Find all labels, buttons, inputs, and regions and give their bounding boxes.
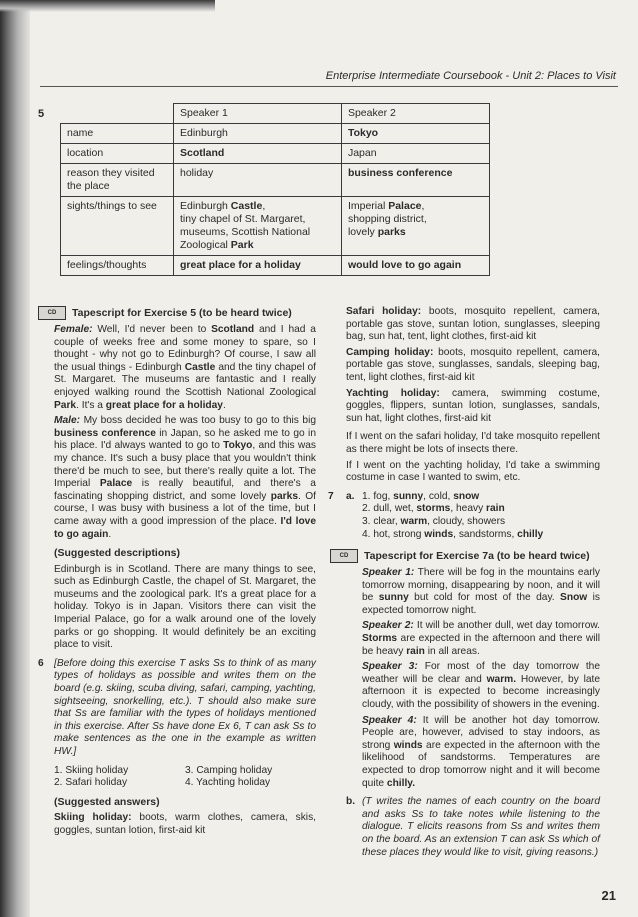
cd-icon: CD (38, 306, 66, 320)
table-row: sights/things to see Edinburgh Castle, tiny chapel of St. Margaret, museums, Scottish National Zoological Park Imperial Palace, shopping district, lovely parks (61, 197, 490, 256)
table-row: name Edinburgh Tokyo (61, 124, 490, 144)
camping-answer: Camping holiday: boots, mosquito repellent, camera, portable gas stove, sunglasses, sandals, sleeping bag, tent, light clothes, first-aid kit (346, 346, 601, 383)
tapescript-5-heading: CD Tapescript for Exercise 5 (to be heard twice) (38, 306, 316, 320)
example-sentence-2: If I went on the yachting holiday, I'd take a swimming costume in case I wanted to swim, etc. (346, 459, 600, 484)
header-rule (40, 86, 618, 87)
exercise-7b: b. (T writes the names of each country on the board and asks Ss to take notes while listening to the dialogue. T elicits reasons from Ss and writes them on the board. As an extension T can ask Ss which of these places they would like to visit, giving reasons.) (346, 796, 600, 858)
page-number: 21 (601, 888, 616, 903)
skiing-answer: Skiing holiday: boots, warm clothes, camera, skis, goggles, suntan lotion, first-aid kit (54, 812, 316, 836)
exercise-7-number: 7 (328, 490, 334, 502)
weather-answers: 1. fog, sunny, cold, snow 2. dull, wet, storms, heavy rain 3. clear, warm, cloudy, showers 4. hot, strong winds, sandstorms, chilly (362, 490, 544, 540)
speaker-1-header: Speaker 1 (174, 104, 342, 124)
exercise-6-instructions: [Before doing this exercise T asks Ss to think of as many types of holidays as possible and writes them on the board (e.g. skiing, scuba diving, safari, camping, yachting, sightseeing, snorkelling, etc.). T should also make sure that Ss are familiar with the types of holidays mentioned in this exercise. After Ss have done Ex 6, T can ask Ss to make sentences as the one in the example as written HW.] (54, 657, 316, 757)
safari-answer: Safari holiday: boots, mosquito repellent, camera, portable gas stove, suntan lotion, sunglasses, sleeping bag, sun hat, tent, light clothes, first-aid kit (346, 306, 600, 343)
speaker-table (60, 103, 490, 276)
exercise-6-number: 6 (38, 657, 44, 669)
table-row: reason they visited the place holiday business conference (61, 164, 490, 197)
tapescript-7a-text: Speaker 1: There will be fog in the mountains early tomorrow morning, disappearing by noon, and it will be sunny but cold for most of the day. Snow is expected tomorrow night. Speaker 2: It will be another dull, wet day tomorrow. Storms are expected in the afternoon and there will be heavy rain in all areas. Speaker 3: For most of the day tomorrow the weather will be clear and warm. However, by late afternoon it is expected to become increasingly cloudy, with the possibility of showers in the evening. Speaker 4: It will be another hot day tomorrow. People are, however, advised to stay indoors, as strong winds are expected in the afternoon with the likelihood of sandstorms. Temperatures are expected to drop tomorrow night and it will become quite chilly. (362, 567, 600, 789)
scan-shadow (0, 0, 30, 917)
right-column (328, 306, 601, 862)
speaker-2-header: Speaker 2 (341, 104, 489, 124)
exercise-7b-instructions: (T writes the names of each country on the board and asks Ss to take notes while listening to the dialogue. T elicits reasons from Ss and writes them on the board. As an extension T can ask Ss which of these places they would like to visit, giving reasons.) (362, 796, 600, 858)
suggested-answers-heading: (Suggested answers) (54, 795, 160, 808)
holiday-list: 1. Skiing holiday 2. Safari holiday 3. Camping holiday 4. Yachting holiday (54, 764, 273, 789)
suggested-descriptions-heading: (Suggested descriptions) (54, 547, 181, 560)
yachting-answer: Yachting holiday: camera, swimming costume, goggles, flippers, suntan lotion, sunglasses, sandals, sun hat, light clothes, first-aid kit (346, 387, 600, 424)
suggested-descriptions-text: Edinburgh is in Scotland. There are many things to see, such as Edinburgh Castle, the chapel of St. Margaret, the museums and the zoological park. It's a great place for a holiday. Tokyo is in Japan. Visitors there can visit the Imperial Palace, go for a walk around one of the lovely parks or go shopping. It would definitely be an exciting place to visit. (54, 563, 316, 651)
tapescript-5-dialogue: Female: Well, I'd never been to Scotland and I had a couple of weeks free and some money to spare, so I thought - why not go to Edinburgh? Of course, I saw all the usual things - Edinburgh Castle and the tiny chapel of St. Margaret. The museums are fantastic and I really enjoyed walking round the Scottish National Zoological Park. It's a great place for a holiday. Male: My boss decided he was too busy to go to this big business conference in Japan, so he asked me to go in his place. I'd always wanted to go to Tokyo, and this was my chance. It's such a busy place that you wouldn't think there'd be much to see, but there's really quite a lot. The Imperial Palace is really beautiful, and there's a fascinating shopping district, and some lovely parks. Of course, I was busy with business a lot of the time, but I came away with a good impression of the place. I'd love to go again. (Suggested descriptions) Edinburgh is in Scotland. There are many things to see, such as Edinburgh Castle, the chapel of St. Margaret, the museums and the zoological park. It's a great place for a holiday. Tokyo is in Japan. Visitors there can visit the Imperial Palace, go for a walk around one of the lovely parks or go shopping. It would definitely be an exciting place to visit. (54, 324, 317, 651)
exercise-5-number: 5 (38, 108, 45, 120)
table-row: feelings/thoughts great place for a holiday would love to go again (61, 256, 490, 276)
example-sentence-1: If I went on the safari holiday, I'd take mosquito repellent as there might be lots of insects there. (346, 431, 600, 455)
page-header: Enterprise Intermediate Coursebook - Unit 2: Places to Visit (325, 70, 616, 82)
table-row: location Scotland Japan (61, 144, 490, 164)
cd-icon: CD (330, 549, 358, 563)
scan-shadow-top (0, 0, 215, 12)
left-column (38, 306, 316, 841)
exercise-7a: 7 a. 1. fog, sunny, cold, snow 2. dull, wet, storms, heavy rain 3. clear, warm, cloudy, showers 4. hot, strong winds, sandstorms, chilly (346, 491, 600, 541)
tapescript-7a-heading: CD Tapescript for Exercise 7a (to be heard twice) (330, 549, 600, 563)
